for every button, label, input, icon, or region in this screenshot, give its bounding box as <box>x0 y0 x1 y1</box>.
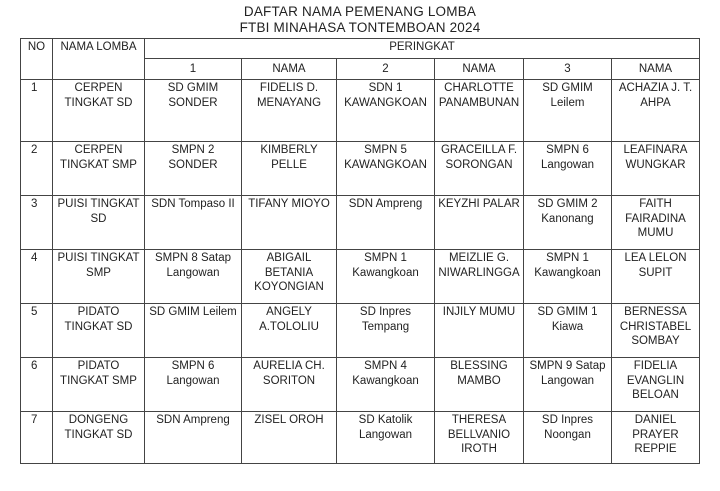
table-row <box>21 358 700 412</box>
cell-name-rank-3: FIDELIA EVANGLIN BELOAN <box>612 358 700 412</box>
cell-name-rank-1: FIDELIS D. MENAYANG <box>242 80 337 142</box>
title-line-2: FTBI MINAHASA TONTEMBOAN 2024 <box>239 20 481 35</box>
header-rank-1: 1 <box>145 59 242 80</box>
cell-no: 3 <box>21 196 53 250</box>
cell-name-rank-3: BERNESSA CHRISTABEL SOMBAY <box>612 304 700 358</box>
document-title <box>0 4 720 36</box>
cell-lomba: PUISI TINGKAT SMP <box>53 250 145 304</box>
cell-school-rank-3: SD GMIM Leilem <box>524 80 612 142</box>
cell-no: 1 <box>21 80 53 142</box>
header-nama-lomba: NAMA LOMBA <box>53 39 145 80</box>
cell-school-rank-3: SD GMIM 1 Kiawa <box>524 304 612 358</box>
cell-school-rank-1: SD GMIM SONDER <box>145 80 242 142</box>
cell-no: 5 <box>21 304 53 358</box>
cell-name-rank-3: ACHAZIA J. T. AHPA <box>612 80 700 142</box>
cell-school-rank-2: SDN Ampreng <box>337 196 435 250</box>
table-row <box>21 250 700 304</box>
cell-name-rank-3: FAITH FAIRADINA MUMU <box>612 196 700 250</box>
winners-table <box>20 38 700 464</box>
table-row <box>21 304 700 358</box>
cell-school-rank-2: SD Katolik Langowan <box>337 412 435 464</box>
cell-school-rank-2: SMPN 1 Kawangkoan <box>337 250 435 304</box>
cell-school-rank-2: SMPN 5 KAWANGKOAN <box>337 142 435 196</box>
cell-name-rank-1: ANGELY A.TOLOLIU <box>242 304 337 358</box>
cell-school-rank-2: SDN 1 KAWANGKOAN <box>337 80 435 142</box>
cell-lomba: CERPEN TINGKAT SD <box>53 80 145 142</box>
cell-school-rank-3: SD GMIM 2 Kanonang <box>524 196 612 250</box>
cell-school-rank-1: SDN Tompaso II <box>145 196 242 250</box>
header-nama-2: NAMA <box>435 59 524 80</box>
cell-name-rank-1: TIFANY MIOYO <box>242 196 337 250</box>
cell-school-rank-1: SD GMIM Leilem <box>145 304 242 358</box>
header-peringkat: PERINGKAT <box>145 39 700 59</box>
cell-name-rank-3: DANIEL PRAYER REPPIE <box>612 412 700 464</box>
cell-school-rank-3: SMPN 6 Langowan <box>524 142 612 196</box>
cell-school-rank-2: SD Inpres Tempang <box>337 304 435 358</box>
table-row <box>21 142 700 196</box>
cell-lomba: PIDATO TINGKAT SMP <box>53 358 145 412</box>
cell-lomba: CERPEN TINGKAT SMP <box>53 142 145 196</box>
cell-lomba: DONGENG TINGKAT SD <box>53 412 145 464</box>
cell-lomba: PIDATO TINGKAT SD <box>53 304 145 358</box>
cell-name-rank-1: ZISEL OROH <box>242 412 337 464</box>
header-rank-2: 2 <box>337 59 435 80</box>
header-nama-1: NAMA <box>242 59 337 80</box>
cell-name-rank-3: LEAFINARA WUNGKAR <box>612 142 700 196</box>
header-no: NO <box>21 39 53 80</box>
table-row <box>21 196 700 250</box>
cell-no: 6 <box>21 358 53 412</box>
header-nama-3: NAMA <box>612 59 700 80</box>
cell-no: 2 <box>21 142 53 196</box>
title-line-1: DAFTAR NAMA PEMENANG LOMBA <box>243 4 477 19</box>
cell-no: 4 <box>21 250 53 304</box>
cell-name-rank-2: INJILY MUMU <box>435 304 524 358</box>
table-row <box>21 412 700 464</box>
cell-school-rank-1: SDN Ampreng <box>145 412 242 464</box>
cell-school-rank-1: SMPN 8 Satap Langowan <box>145 250 242 304</box>
cell-school-rank-3: SD Inpres Noongan <box>524 412 612 464</box>
table-row <box>21 80 700 142</box>
cell-name-rank-1: KIMBERLY PELLE <box>242 142 337 196</box>
cell-school-rank-1: SMPN 6 Langowan <box>145 358 242 412</box>
cell-name-rank-1: AURELIA CH. SORITON <box>242 358 337 412</box>
header-row-top <box>21 39 700 59</box>
cell-name-rank-2: CHARLOTTE PANAMBUNAN <box>435 80 524 142</box>
cell-school-rank-3: SMPN 1 Kawangkoan <box>524 250 612 304</box>
cell-school-rank-3: SMPN 9 Satap Langowan <box>524 358 612 412</box>
cell-name-rank-1: ABIGAIL BETANIA KOYONGIAN <box>242 250 337 304</box>
cell-name-rank-2: KEYZHI PALAR <box>435 196 524 250</box>
cell-name-rank-3: LEA LELON SUPIT <box>612 250 700 304</box>
cell-no: 7 <box>21 412 53 464</box>
cell-name-rank-2: BLESSING MAMBO <box>435 358 524 412</box>
cell-school-rank-2: SMPN 4 Kawangkoan <box>337 358 435 412</box>
cell-school-rank-1: SMPN 2 SONDER <box>145 142 242 196</box>
cell-name-rank-2: THERESA BELLVANIO IROTH <box>435 412 524 464</box>
cell-name-rank-2: MEIZLIE G. NIWARLINGGA <box>435 250 524 304</box>
cell-lomba: PUISI TINGKAT SD <box>53 196 145 250</box>
header-rank-3: 3 <box>524 59 612 80</box>
cell-name-rank-2: GRACEILLA F. SORONGAN <box>435 142 524 196</box>
